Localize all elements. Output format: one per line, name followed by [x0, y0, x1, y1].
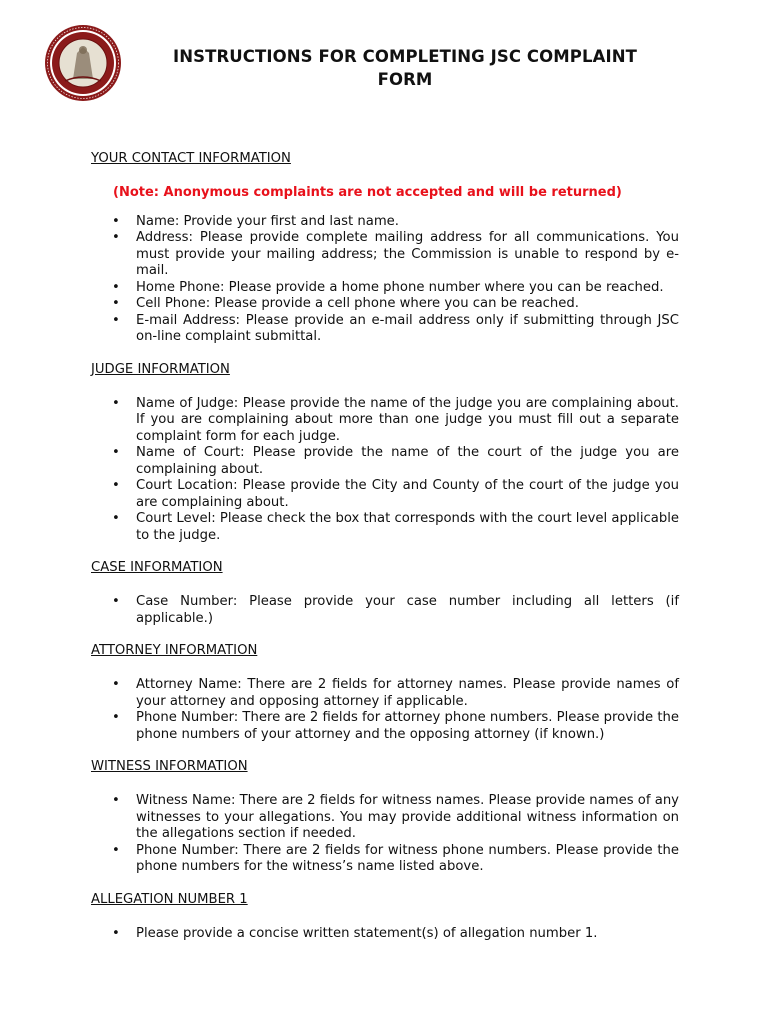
- judge-list: [91, 396, 679, 545]
- instructions-body: [91, 151, 679, 958]
- section-heading-contact: YOUR CONTACT INFORMATION: [91, 151, 291, 166]
- list-item: • Attorney Name: There are 2 fields for attorney names. Please provide names of your attorney and opposing attorney if applicable.: [91, 677, 679, 710]
- section-heading-attorney: ATTORNEY INFORMATION: [91, 643, 258, 658]
- list-item: • Home Phone: Please provide a home phone number where you can be reached.: [91, 280, 679, 297]
- list-item: • Cell Phone: Please provide a cell phone where you can be reached.: [91, 296, 679, 313]
- list-item: • Witness Name: There are 2 fields for witness names. Please provide names of any witnesses to your allegations. You may provide additional witness information on the allegations section if needed.: [91, 793, 679, 843]
- section-heading-allegation: ALLEGATION NUMBER 1: [91, 891, 248, 907]
- anonymous-note: (Note: Anonymous complaints are not accepted and will be returned): [113, 185, 622, 200]
- list-item: • Court Level: Please check the box that corresponds with the court level applicable to the judge.: [91, 511, 679, 544]
- title-line-2: FORM: [377, 70, 433, 89]
- attorney-list: [91, 677, 679, 743]
- section-heading-judge: JUDGE INFORMATION: [91, 361, 230, 377]
- list-item: • Case Number: Please provide your case number including all letters (if applicable.): [91, 594, 679, 627]
- witness-list: [91, 793, 679, 876]
- list-item: • Please provide a concise written statement(s) of allegation number 1.: [91, 926, 679, 943]
- list-item: • Phone Number: There are 2 fields for witness phone numbers. Please provide the phone numbers for the witness’s name listed above.: [91, 843, 679, 876]
- list-item: • Phone Number: There are 2 fields for attorney phone numbers. Please provide the phone numbers of your attorney and the opposing attorney (if known.): [91, 710, 679, 743]
- list-item: • Court Location: Please provide the City and County of the court of the judge you are complaining about.: [91, 478, 679, 511]
- list-item: • Address: Please provide complete mailing address for all communications. You must provide your mailing address; the Commission is unable to respond by e-mail.: [91, 230, 679, 280]
- list-item: • Name: Provide your first and last name.: [91, 214, 679, 231]
- contact-list: [91, 214, 679, 346]
- case-list: [91, 594, 679, 627]
- list-item: • E-mail Address: Please provide an e-mail address only if submitting through JSC on-line complaint submittal.: [91, 313, 679, 346]
- list-item: • Name of Judge: Please provide the name of the judge you are complaining about. If you are complaining about more than one judge you must fill out a separate complaint form for each judge.: [91, 396, 679, 446]
- state-seal-icon: [43, 23, 123, 103]
- allegation-list: [91, 926, 679, 943]
- page-title: [145, 45, 665, 91]
- section-heading-witness: WITNESS INFORMATION: [91, 759, 248, 774]
- section-heading-case: CASE INFORMATION: [91, 560, 223, 575]
- list-item: • Name of Court: Please provide the name of the court of the judge you are complaining about.: [91, 445, 679, 478]
- title-line-1: INSTRUCTIONS FOR COMPLETING JSC COMPLAINT: [173, 47, 637, 66]
